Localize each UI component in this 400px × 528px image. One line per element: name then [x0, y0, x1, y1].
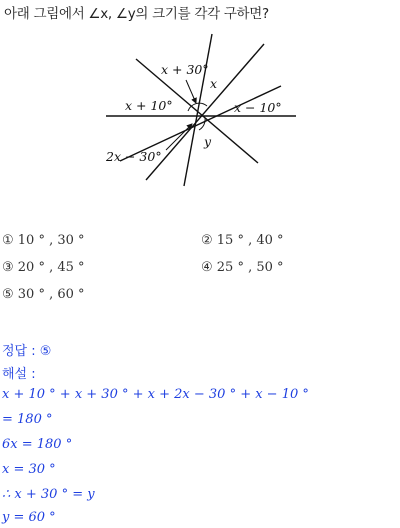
choice-5[interactable]: ⑤ 30 ° , 60 °: [2, 287, 85, 302]
choice-2[interactable]: ② 15 ° , 40 °: [201, 233, 284, 248]
choice-3[interactable]: ③ 20 ° , 45 °: [2, 260, 85, 275]
label-2x-minus-30: 2x − 30°: [106, 149, 162, 164]
choice-1[interactable]: ① 10 ° , 30 °: [2, 233, 85, 248]
label-x-plus-10: x + 10°: [125, 98, 173, 113]
label-x: x: [210, 76, 218, 91]
explanation-label: 해설 :: [2, 367, 36, 382]
angle-diagram: [100, 24, 300, 194]
answer-text: 정답 : ⑤: [2, 344, 52, 359]
solution-line: = 180 °: [2, 412, 53, 427]
solution-line: 6x = 180 °: [2, 437, 73, 452]
solution-line: x = 30 °: [2, 462, 56, 477]
solution-line: ∴ x + 30 ° = y: [2, 487, 95, 502]
label-x-plus-30: x + 30°: [161, 62, 209, 77]
solution-line: y = 60 °: [2, 510, 56, 525]
solution-line: x + 10 ° + x + 30 ° + x + 2x − 30 ° + x − 10 °: [2, 387, 309, 402]
question-text: 아래 그림에서 ∠x, ∠y의 크기를 각각 구하면?: [4, 6, 269, 22]
label-x-minus-10: x − 10°: [234, 100, 282, 115]
label-y: y: [204, 134, 212, 149]
angle-figure: [100, 24, 300, 194]
choice-4[interactable]: ④ 25 ° , 50 °: [201, 260, 284, 275]
